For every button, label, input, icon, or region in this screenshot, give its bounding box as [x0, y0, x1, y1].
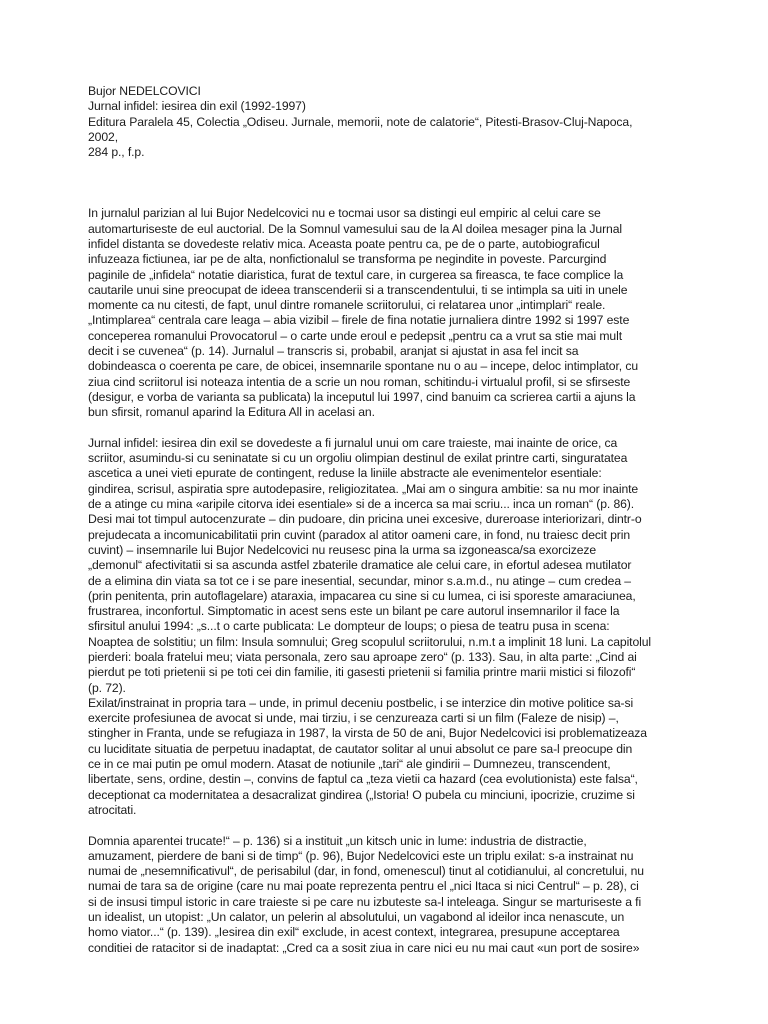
publisher-info: Editura Paralela 45, Colectia „Odiseu. Jurnale, memorii, note de calatorie“, Pitesti-Brasov-Cluj-Napoca, — [88, 114, 633, 129]
text-line: homo viator...“ (p. 139). „Iesirea din exil“ exclude, in acest context, integrarea, presupune acceptarea — [88, 925, 620, 940]
spacer — [88, 421, 756, 436]
document-page — [88, 84, 756, 956]
text-line: deceptionat ca modernitatea a desacralizat gindirea („Istoria! O pubela cu minciuni, ipocrizie, cruzime si — [88, 787, 635, 802]
text-line: Domnia aparentei trucate!“ – p. 136) si a instituit „un kitsch unic in lume: industria de distractie, — [88, 833, 587, 848]
text-line: exercite profesiunea de avocat si unde, mai tirziu, i se cenzureaza carti si un film (Faleze de nisip) –, — [88, 711, 619, 726]
text-line: ce in ce mai putin pe omul modern. Atasat de notiunile „tari“ ale gindirii – Dumnezeu, transcendent, — [88, 757, 611, 772]
text-line: gindirea, scrisul, aspiratia spre autodepasire, religiozitatea. „Mai am o singura ambitie: sa nu mor inainte — [88, 481, 639, 496]
text-line: stingher in Franta, unde se refugiaza in 1987, la virsta de 50 de ani, Bujor Nedelcovici isi problematizeaza — [88, 726, 647, 741]
spacer — [88, 160, 756, 191]
text-line: infuzeaza fictiunea, iar pe de alta, nonfictionalul se transforma pe negindite in poveste. Parcurgind — [88, 252, 607, 267]
text-line: prejudecata a incomunicabilitatii prin cuvint (paradox al atitor oameni care, in fond, nu traiesc decit prin — [88, 527, 630, 542]
text-line: scriitor, asumindu-si cu seninatate si cu un orgoliu olimpian destinul de exilat printre carti, singuratatea — [88, 451, 628, 466]
text-line: automarturiseste de eul auctorial. De la Somnul vamesului sau de la Al doilea mesager pina la Jurnal — [88, 221, 622, 236]
paragraph-2 — [88, 436, 756, 818]
text-line: paginile de „infidela“ notatie diaristica, furat de textul care, in curgerea sa fireasca, te face complice la — [88, 267, 624, 282]
text-line: „Intimplarea“ centrala care leaga – abia vizibil – firele de fina notatie jurnaliera dintre 1992 si 1997 este — [88, 313, 630, 328]
text-line: momente ca nu citesti, de fapt, unul dintre romanele scriitorului, ci relatarea unor „intimplari“ reale. — [88, 298, 606, 313]
text-line: infidel distanta se dovedeste relativ mica. Aceasta poate pentru ca, pe de o parte, autobiograficul — [88, 236, 600, 251]
text-line: (desigur, e vorba de varianta sa publicata) la inceputul lui 1997, cind banuim ca scrierea cartii a ajuns la — [88, 389, 636, 404]
text-line: de a atinge cu mina «aripile citorva idei esentiale» si de a incerca sa mai scriu... inca un roman“ (p. 86). — [88, 497, 635, 512]
text-line: bun sfirsit, romanul aparind la Editura All in acelasi an. — [88, 405, 375, 420]
text-line: Desi mai tot timpul autocenzurate – din pudoare, din pricina unei excesive, dureroase interiorizari, dintr-o — [88, 512, 642, 527]
spacer — [88, 191, 756, 206]
paragraph-3 — [88, 834, 756, 956]
text-line: In jurnalul parizian al lui Bujor Nedelcovici nu e tocmai usor sa distingi eul empiric al celui care se — [88, 206, 601, 221]
text-line: ascetica a unei vieti epurate de contingent, reduse la liniile abstracte ale evenimentelor esentiale: — [88, 466, 602, 481]
author-name: Bujor NEDELCOVICI — [88, 84, 201, 98]
page-count: 284 p., f.p. — [88, 145, 145, 160]
text-line: de a elimina din viata sa tot ce i se pare inesential, secundar, minor s.a.m.d., nu atinge – cum credea – — [88, 573, 631, 588]
text-line: ziua cind scriitorul isi noteaza intentia de a scrie un nou roman, schitindu-i virtualul profil, si se sfirseste — [88, 374, 631, 389]
text-line: un idealist, un utopist: „Un calator, un pelerin al absolutului, un vagabond al ideilor inca nenascute, un — [88, 910, 625, 925]
text-line: Jurnal infidel: iesirea din exil se dovedeste a fi jurnalul unui om care traieste, mai inainte de orice, ca — [88, 435, 618, 450]
text-line: Noaptea de solstitiu; un film: Insula somnului; Greg scopulul scriitorului, n.m.t a implinit 18 luni. La capitolul — [88, 634, 652, 649]
text-line: cuvint) – insemnarile lui Bujor Nedelcovici nu reusesc pina la urma sa izgoneasca/sa exorcizeze — [88, 542, 597, 557]
text-line: cu luciditate situatia de perpetuu inadaptat, de cautator solitar al unui absolut ce pare sa-l preocupe din — [88, 741, 633, 756]
text-line: si de insusi timpul istoric in care traieste si pe care nu izbuteste sa-l inteleaga. Singur se marturiseste a fi — [88, 894, 642, 909]
text-line: dobindeasca o coerenta pe care, de obicei, insemnarile spontane nu o au – incepe, deloc intimplator, cu — [88, 359, 639, 374]
text-line: libertate, sens, ordine, destin –, convins de faptul ca „teza vietii ca hazard (cea evolutionista) este falsa“, — [88, 772, 638, 787]
text-line: pierderi: boala fratelui meu; viata personala, zero sau aproape zero“ (p. 133). Sau, in alta parte: „Cind ai — [88, 649, 637, 664]
text-line: amuzament, pierdere de bani si de timp“ (p. 96), Bujor Nedelcovici este un triplu exilat: s-a instrainat nu — [88, 848, 634, 863]
text-line: conceperea romanului Provocatorul – o carte unde eroul e pedepsit „pentru ca a vrut sa stie mai mult — [88, 328, 622, 343]
text-line: Exilat/instrainat in propria tara – unde, in primul deceniu postbelic, i se interzice din motive politice sa-si — [88, 695, 634, 710]
text-line: (prin penitenta, prin autoflagelare) ataraxia, impacarea cu sine si cu lumea, ci isi sporeste amaraciunea, — [88, 588, 636, 603]
text-line: sfirsitul anului 1994: „s...t o carte publicata: Le dompteur de loups; o piesa de teatru pusa in scena: — [88, 619, 610, 634]
text-line: conditiei de ratacitor si de inadaptat: „Cred ca a sosit ziua in care nici eu nu mai caut «un port de sosire» — [88, 940, 640, 955]
text-line: numai de tara sa de origine (care nu mai poate reprezenta pentru el „nici Itaca si nici Centrul“ – p. 28), ci — [88, 879, 639, 894]
text-line: numai de „nesemnificativul“, de perisabilul (dar, in fond, omenescul) tinut al cotidianului, al concretului, nu — [88, 864, 644, 879]
publication-year: 2002, — [88, 129, 118, 144]
text-line: „demonul“ afectivitatii si sa ascunda astfel zbaterile dramatice ale celui care, in efortul adesea mutilator — [88, 558, 632, 573]
spacer — [88, 818, 756, 833]
text-line: (p. 72). — [88, 680, 126, 695]
text-line: pierdut pe toti prietenii si pe toti cei din familie, iti gasesti prietenii si familia printre marii mistici si filozofi“ — [88, 665, 636, 680]
text-line: decit i se cuvenea“ (p. 14). Jurnalul – transcris si, probabil, aranjat si ajustat in asa fel incit sa — [88, 344, 579, 359]
book-title: Jurnal infidel: iesirea din exil (1992-1997) — [88, 99, 306, 114]
text-line: atrocitati. — [88, 802, 137, 817]
paragraph-1 — [88, 206, 756, 420]
text-line: frustrarea, inconfortul. Simptomatic in acest sens este un bilant pe care autorul insemnarilor il face la — [88, 604, 620, 619]
text-line: cautarile unui sine preocupat de ideea transcenderii si a transcendentului, ti se intimpla sa uiti in unele — [88, 282, 628, 297]
